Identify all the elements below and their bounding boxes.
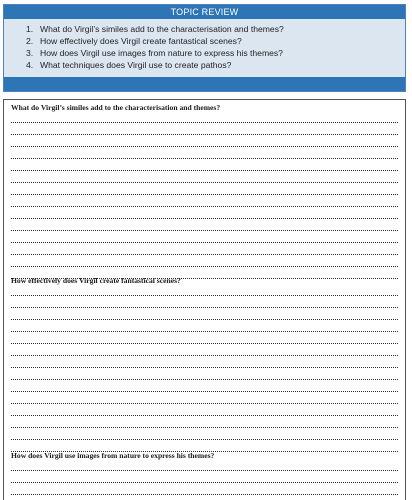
answer-line[interactable]: [11, 230, 398, 231]
answer-section-similes: [11, 103, 398, 279]
answer-line[interactable]: [11, 494, 398, 495]
topic-review-footer-bar: [4, 77, 405, 91]
answer-line[interactable]: [11, 403, 398, 404]
question-text: What do Virgil’s similes add to the characterisation and themes?: [40, 24, 284, 34]
answer-section-fantastical-scenes: [11, 276, 398, 452]
answer-line[interactable]: [11, 415, 398, 416]
answer-lines: [11, 295, 398, 452]
answer-line[interactable]: [11, 170, 398, 171]
answer-line[interactable]: [11, 122, 398, 123]
answer-line[interactable]: [11, 254, 398, 255]
answer-line[interactable]: [11, 295, 398, 296]
review-question-2: [26, 35, 405, 47]
answer-line[interactable]: [11, 331, 398, 332]
answer-line[interactable]: [11, 427, 398, 428]
answer-line[interactable]: [11, 134, 398, 135]
answer-section-question: How does Virgil use images from nature to express his themes?: [11, 451, 215, 460]
answer-line[interactable]: [11, 319, 398, 320]
review-question-4: [26, 59, 405, 71]
answer-line[interactable]: [11, 391, 398, 392]
answer-line[interactable]: [11, 355, 398, 356]
answer-line[interactable]: [11, 343, 398, 344]
answer-section-question: What do Virgil’s similes add to the characterisation and themes?: [11, 103, 221, 112]
question-number: 2.: [26, 36, 34, 46]
answer-line[interactable]: [11, 206, 398, 207]
answer-lines: [11, 470, 398, 500]
answer-line[interactable]: [11, 439, 398, 440]
question-number: 4.: [26, 60, 34, 70]
answer-line[interactable]: [11, 158, 398, 159]
answer-lines: [11, 122, 398, 279]
answer-section-nature-images: [11, 451, 398, 500]
topic-review-title: TOPIC REVIEW: [4, 5, 405, 19]
answer-line[interactable]: [11, 242, 398, 243]
question-text: How effectively does Virgil create fantastical scenes?: [40, 36, 242, 46]
answer-line[interactable]: [11, 146, 398, 147]
question-number: 1.: [26, 24, 34, 34]
answer-line[interactable]: [11, 194, 398, 195]
answer-line[interactable]: [11, 482, 398, 483]
answer-line[interactable]: [11, 218, 398, 219]
review-question-1: [26, 23, 405, 35]
answer-line[interactable]: [11, 182, 398, 183]
question-text: How does Virgil use images from nature to express his themes?: [40, 48, 283, 58]
review-question-3: [26, 47, 405, 59]
question-number: 3.: [26, 48, 34, 58]
topic-review-panel: [3, 4, 406, 92]
answer-section-question: How effectively does Virgil create fantastical scenes?: [11, 276, 181, 285]
answer-line[interactable]: [11, 367, 398, 368]
answer-line[interactable]: [11, 470, 398, 471]
answer-line[interactable]: [11, 379, 398, 380]
question-text: What techniques does Virgil use to create pathos?: [40, 60, 232, 70]
answer-sheet: [3, 99, 406, 500]
answer-line[interactable]: [11, 266, 398, 267]
topic-review-question-list: [4, 19, 405, 71]
answer-line[interactable]: [11, 307, 398, 308]
